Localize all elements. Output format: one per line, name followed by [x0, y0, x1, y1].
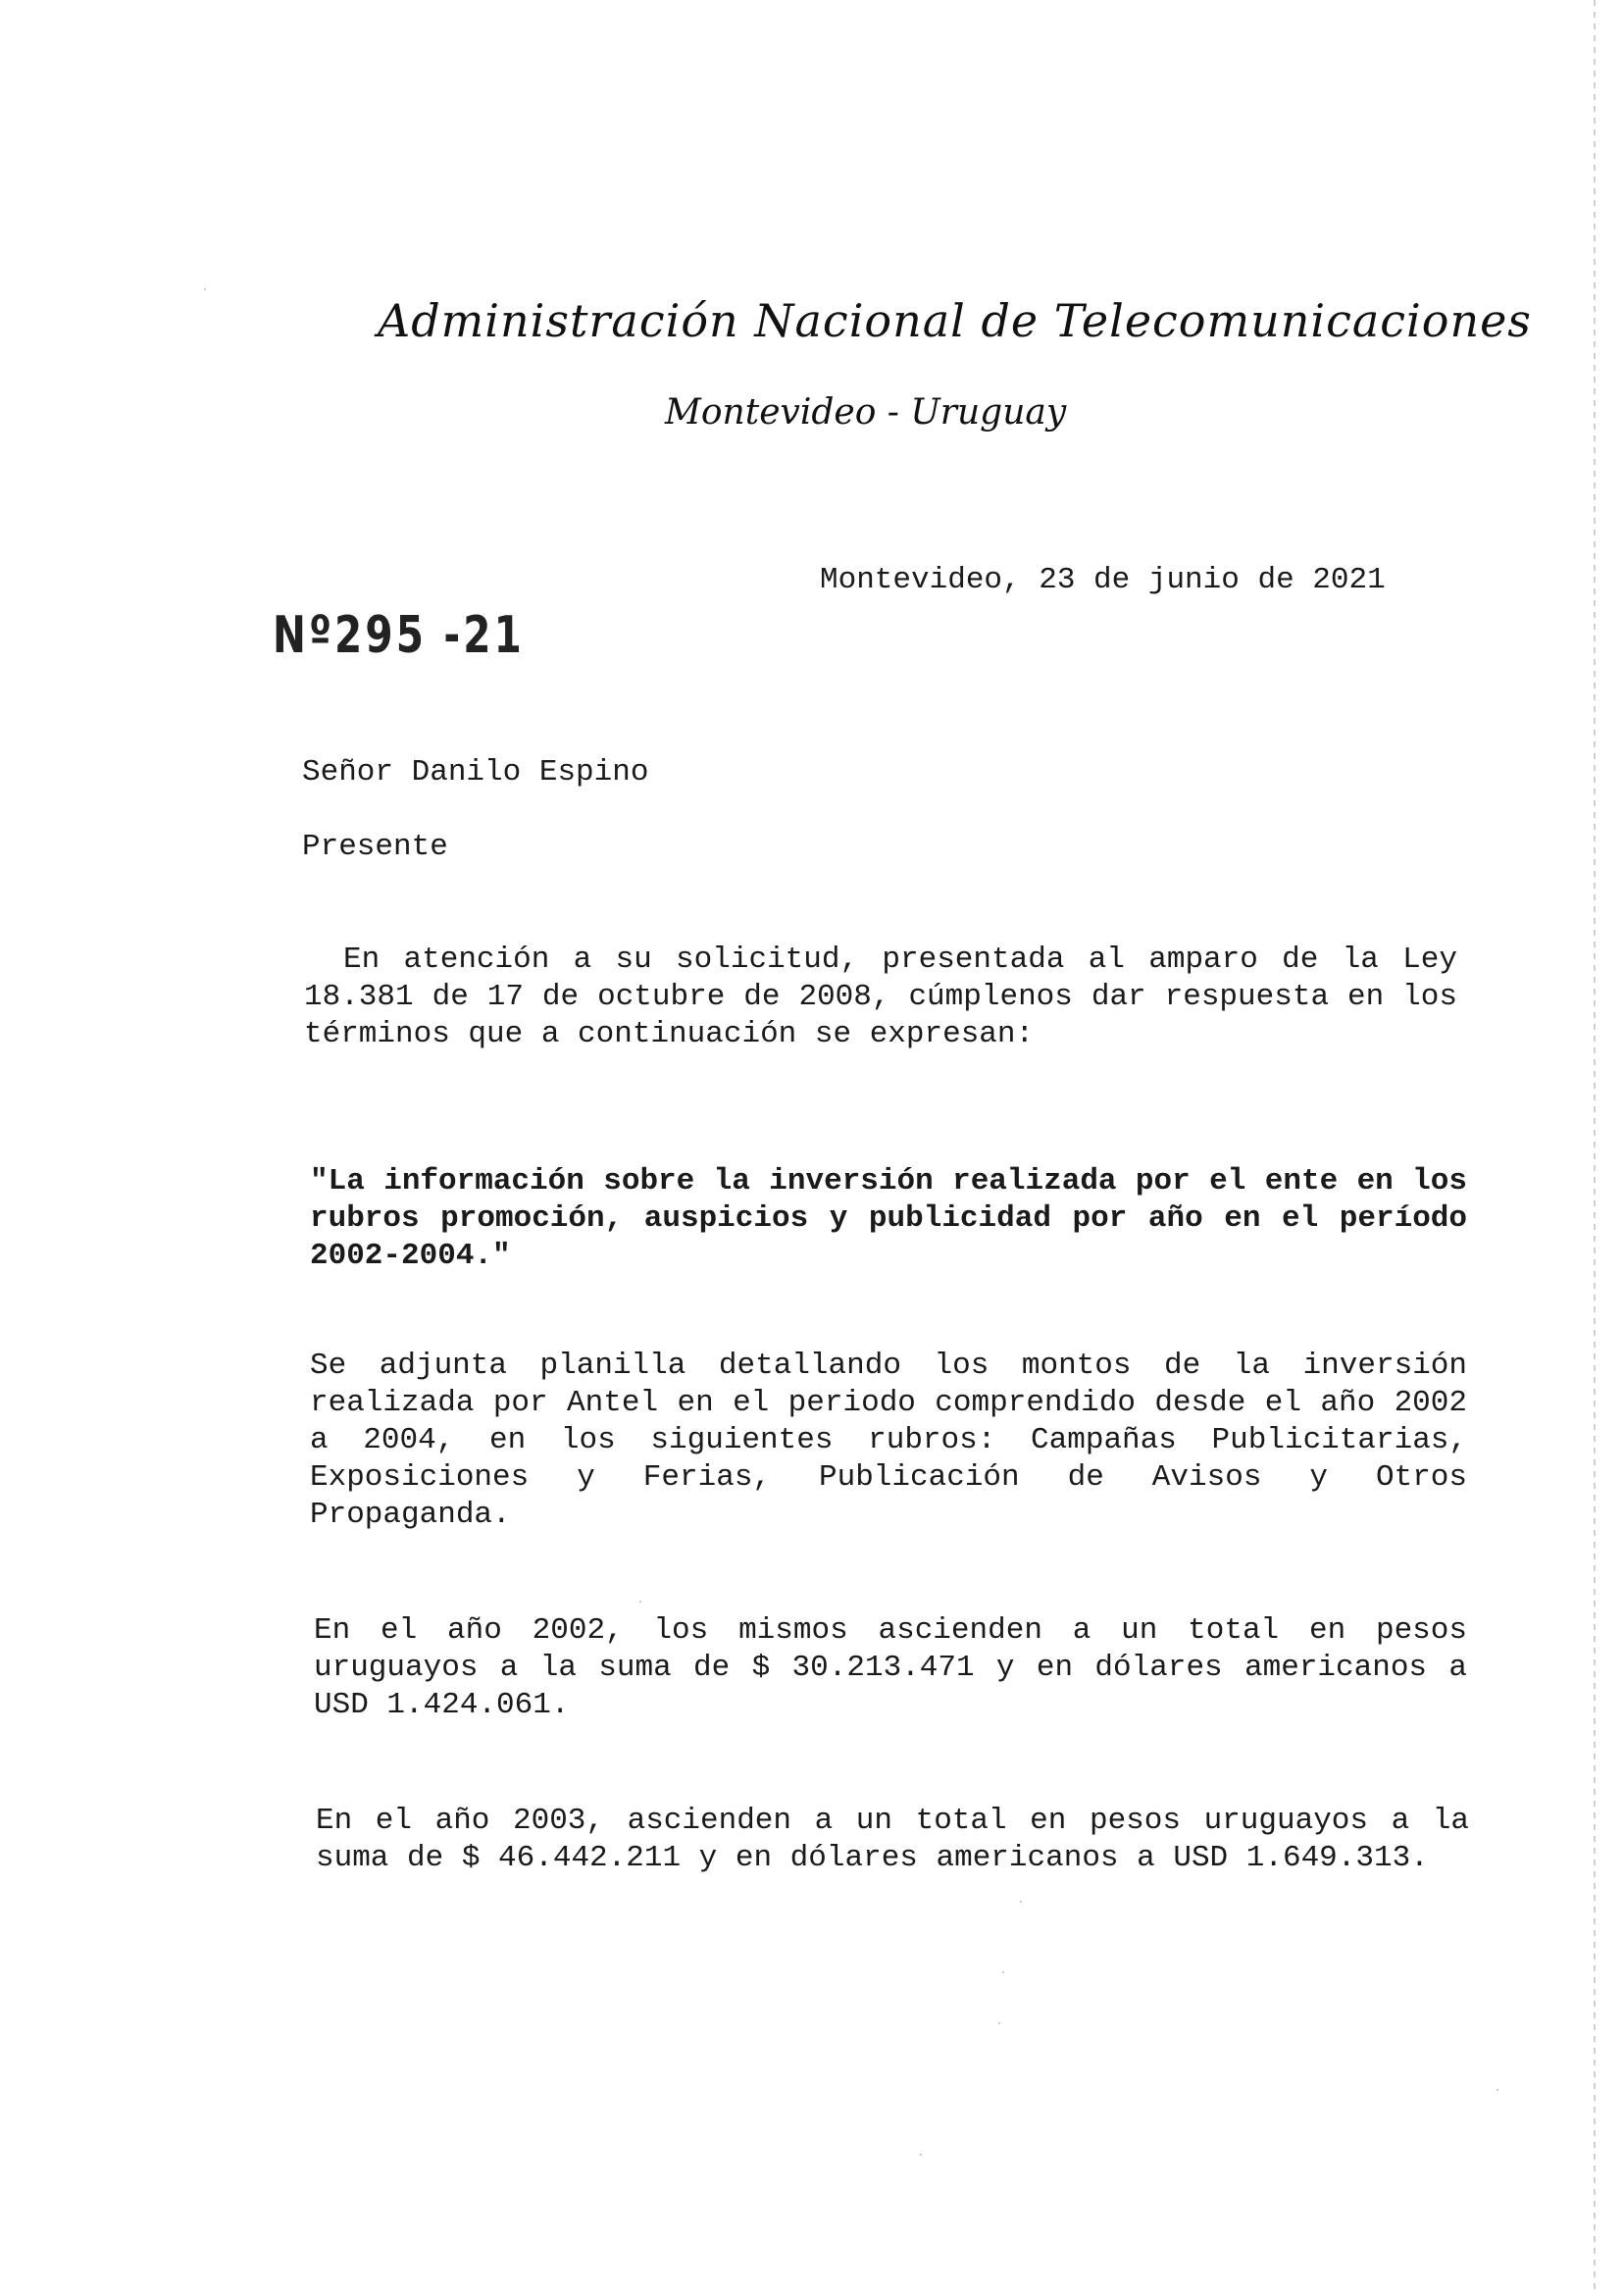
- reference-stamp: Nº295 -21: [273, 606, 525, 665]
- scan-speck: [920, 2154, 922, 2156]
- letterhead-city: Montevideo - Uruguay: [665, 392, 1067, 433]
- body-paragraph-3: En el año 2003, ascienden a un total en pesos uruguayos a la suma de $ 46.442.211 y en dólares americanos a USD 1.649.313.: [316, 1804, 1469, 1875]
- scan-speck: [639, 1601, 641, 1603]
- body-paragraph-1: Se adjunta planilla detallando los montos de la inversión realizada por Antel en el periodo comprendido desde el año 2002 a 2004, en los siguientes rubros: Campañas Publicitarias, Exposiciones y Ferias, Publicación de Avisos y Otros Propaganda.: [310, 1349, 1467, 1532]
- intro-paragraph: En atención a su solicitud, presentada al amparo de la Ley 18.381 de 17 de octubre de 2008, cúmplenos dar respuesta en los términos que a continuación se expresan:: [304, 943, 1457, 1051]
- scan-speck: [1020, 1901, 1022, 1903]
- scan-speck: [1497, 2089, 1498, 2091]
- letter-date: Montevideo, 23 de junio de 2021: [820, 563, 1386, 597]
- scan-speck: [998, 2022, 1000, 2024]
- letterhead-org: Administración Nacional de Telecomunicaciones: [378, 294, 1532, 347]
- scan-speck: [204, 288, 206, 290]
- scan-speck: [1002, 1971, 1004, 1973]
- scan-edge: [1594, 0, 1596, 2294]
- request-quote: "La información sobre la inversión realizada por el ente en los rubros promoción, auspicios y publicidad por año en el período 2002-2004.": [310, 1164, 1467, 1273]
- salutation: Presente: [302, 830, 448, 864]
- recipient-name: Señor Danilo Espino: [302, 755, 649, 790]
- body-paragraph-2: En el año 2002, los mismos ascienden a un total en pesos uruguayos a la suma de $ 30.213.471 y en dólares americanos a USD 1.424.061.: [314, 1613, 1467, 1722]
